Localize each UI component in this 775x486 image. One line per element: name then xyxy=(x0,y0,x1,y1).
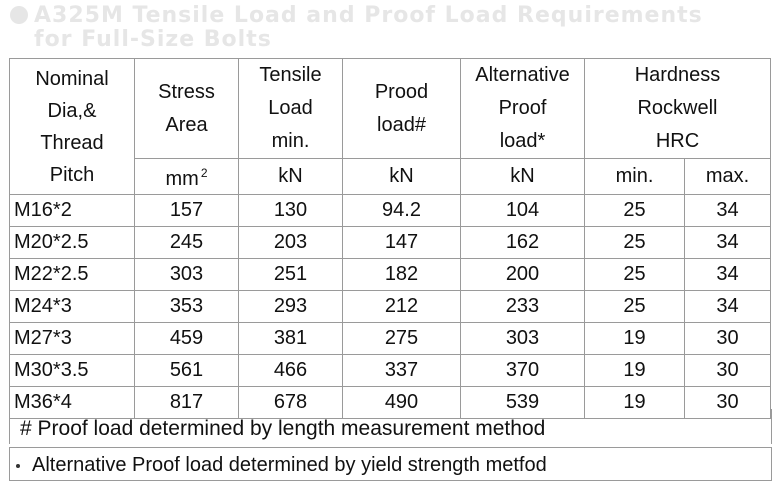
cell-tensile: 381 xyxy=(239,323,343,355)
cell-hrc-max: 30 xyxy=(685,387,771,419)
table-row xyxy=(10,323,771,355)
cell-tensile: 130 xyxy=(239,195,343,227)
cell-hrc-max: 34 xyxy=(685,291,771,323)
cell-hrc-max: 30 xyxy=(685,323,771,355)
proof-load-note-text: # Proof load determined by length measurement method xyxy=(20,417,546,440)
cell-alt-proof: 233 xyxy=(461,291,585,323)
cell-stress: 459 xyxy=(135,323,239,355)
cell-proof: 182 xyxy=(343,259,461,291)
cell-proof: 212 xyxy=(343,291,461,323)
cell-proof: 337 xyxy=(343,355,461,387)
cell-alt-proof: 162 xyxy=(461,227,585,259)
cell-stress: 353 xyxy=(135,291,239,323)
cell-alt-proof: 370 xyxy=(461,355,585,387)
cell-hrc-min: 19 xyxy=(585,323,685,355)
unit-hrc-min: min. xyxy=(585,159,685,195)
cell-tensile: 466 xyxy=(239,355,343,387)
header-proof-load: Prood load# xyxy=(343,59,461,159)
hexagon-bullet-icon xyxy=(10,6,28,24)
table-row xyxy=(10,355,771,387)
cell-size: M22*2.5 xyxy=(10,259,135,291)
table-row xyxy=(10,291,771,323)
cell-size: M27*3 xyxy=(10,323,135,355)
cell-hrc-max: 34 xyxy=(685,259,771,291)
table-row xyxy=(10,259,771,291)
alternative-proof-note xyxy=(9,447,772,481)
header-alternative-proof-load: Alternative Proof load* xyxy=(461,59,585,159)
bullet-dot-icon xyxy=(16,464,20,468)
header-nominal: Nominal Dia,& Thread Pitch xyxy=(10,59,135,195)
unit-stress-area: mm $^2$ xyxy=(135,159,239,195)
cell-proof: 275 xyxy=(343,323,461,355)
table-row xyxy=(10,227,771,259)
cell-hrc-min: 25 xyxy=(585,259,685,291)
header-stress-area: Stress Area xyxy=(135,59,239,159)
unit-hrc-max: max. xyxy=(685,159,771,195)
cell-size: M24*3 xyxy=(10,291,135,323)
cell-hrc-max: 34 xyxy=(685,195,771,227)
table-row xyxy=(10,195,771,227)
cell-alt-proof: 539 xyxy=(461,387,585,419)
cell-alt-proof: 200 xyxy=(461,259,585,291)
cell-hrc-min: 25 xyxy=(585,227,685,259)
cell-proof: 94.2 xyxy=(343,195,461,227)
cell-alt-proof: 303 xyxy=(461,323,585,355)
unit-tensile: kN xyxy=(239,159,343,195)
bolt-requirements-table xyxy=(9,58,771,419)
cell-hrc-min: 25 xyxy=(585,291,685,323)
cell-size: M30*3.5 xyxy=(10,355,135,387)
cell-tensile: 203 xyxy=(239,227,343,259)
cell-stress: 245 xyxy=(135,227,239,259)
cell-hrc-max: 30 xyxy=(685,355,771,387)
cell-size: M36*4 xyxy=(10,387,135,419)
header-hardness: Hardness Rockwell HRC xyxy=(585,59,771,159)
page-title xyxy=(10,4,770,52)
proof-load-note xyxy=(9,409,772,444)
cell-hrc-min: 19 xyxy=(585,387,685,419)
cell-stress: 157 xyxy=(135,195,239,227)
title-line-1: A325M Tensile Load and Proof Load Requirements xyxy=(34,3,703,28)
cell-proof: 147 xyxy=(343,227,461,259)
cell-stress: 561 xyxy=(135,355,239,387)
cell-hrc-max: 34 xyxy=(685,227,771,259)
cell-tensile: 251 xyxy=(239,259,343,291)
unit-alt-proof: kN xyxy=(461,159,585,195)
cell-tensile: 678 xyxy=(239,387,343,419)
cell-stress: 817 xyxy=(135,387,239,419)
cell-proof: 490 xyxy=(343,387,461,419)
header-tensile-load: Tensile Load min. xyxy=(239,59,343,159)
cell-size: M16*2 xyxy=(10,195,135,227)
footnotes xyxy=(9,409,772,481)
cell-stress: 303 xyxy=(135,259,239,291)
cell-hrc-min: 25 xyxy=(585,195,685,227)
cell-hrc-min: 19 xyxy=(585,355,685,387)
title-line-2: for Full-Size Bolts xyxy=(34,27,272,52)
cell-alt-proof: 104 xyxy=(461,195,585,227)
cell-size: M20*2.5 xyxy=(10,227,135,259)
cell-tensile: 293 xyxy=(239,291,343,323)
alternative-proof-note-text: Alternative Proof load determined by yield strength metfod xyxy=(32,454,547,476)
unit-proof: kN xyxy=(343,159,461,195)
